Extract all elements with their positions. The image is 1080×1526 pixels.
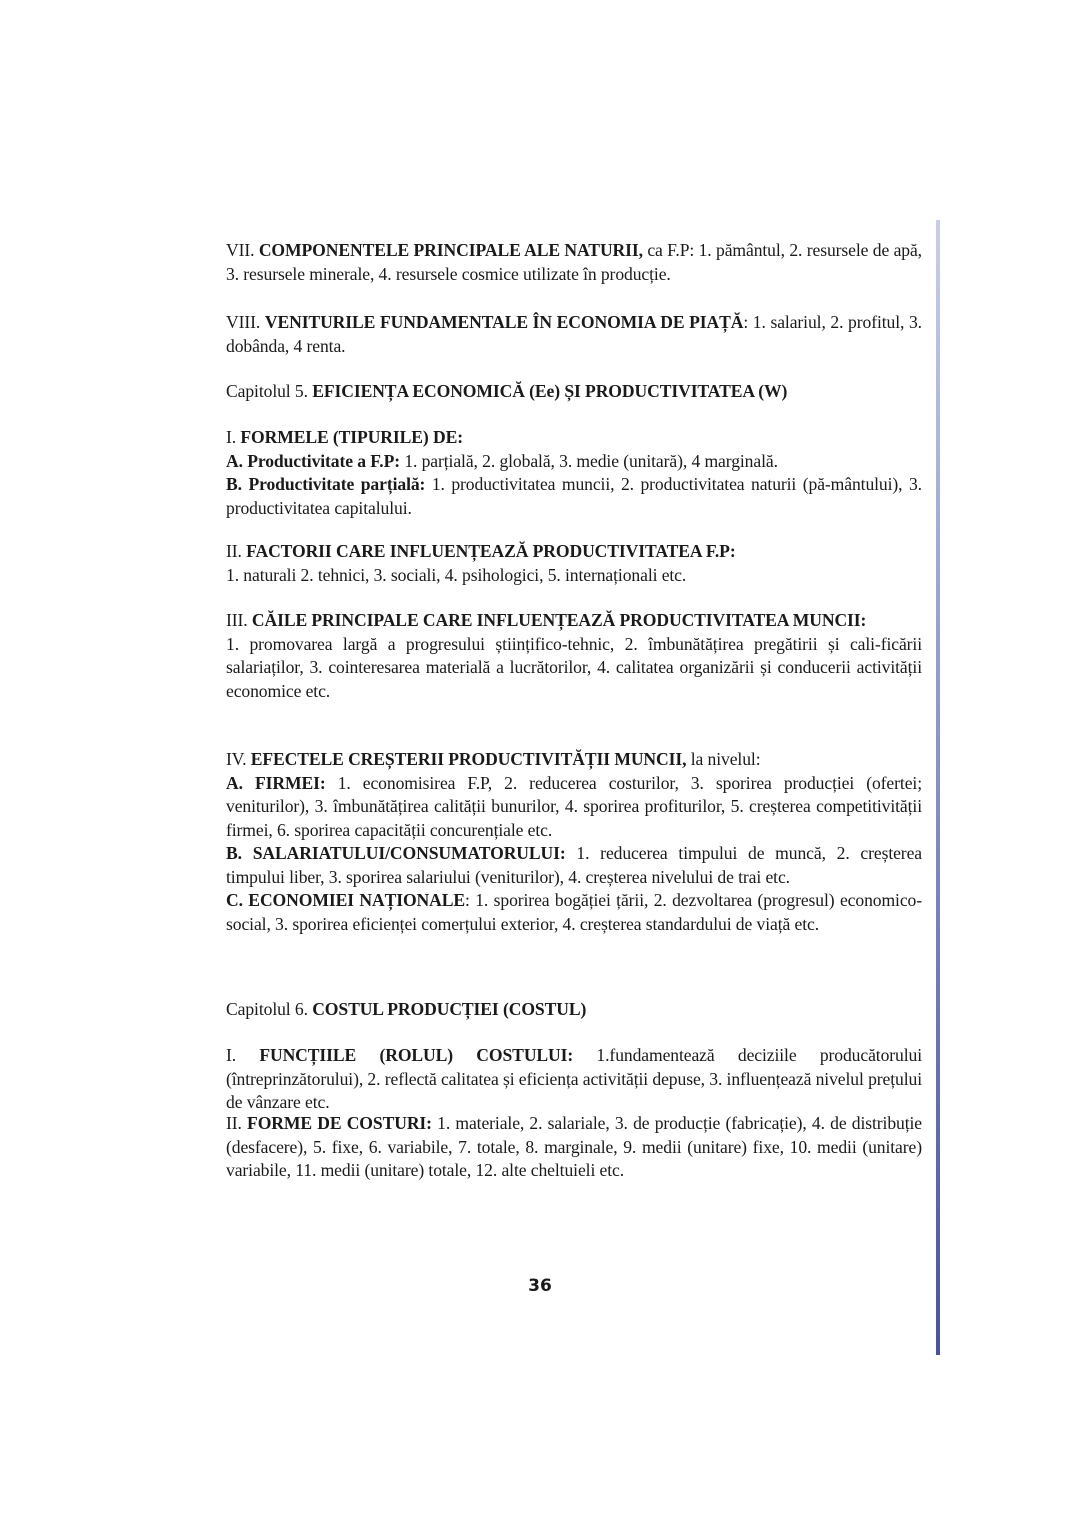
paragraph <box>226 633 922 704</box>
paragraph <box>226 1044 922 1115</box>
text-section <box>226 239 922 286</box>
bold-heading-text: FORME DE COSTURI: <box>247 1113 432 1133</box>
body-text: Capitolul 6. <box>226 999 313 1019</box>
paragraph <box>226 311 922 358</box>
paragraph <box>226 1112 922 1183</box>
bold-heading-text: A. Productivitate a F.P: <box>226 450 401 471</box>
text-section <box>226 609 922 703</box>
paragraph <box>226 842 922 889</box>
body-text: 1. materiale, 2. salariale, 3. de producție (fabricație), 4. de distribuție (desfacere), 5. fixe, 6. variabile, 7. totale, 8. marginale, 9. medii (unitare) fixe, 10. medii (unitare) variabile, 11. medii (unitare) totale, 12. alte cheltuieli etc. <box>226 1113 922 1180</box>
bold-heading-text: COMPONENTELE PRINCIPALE ALE NATURII, <box>258 240 643 260</box>
bold-heading-text: COSTUL PRODUCȚIEI (COSTUL) <box>312 999 587 1019</box>
body-text: VIII. <box>226 312 265 332</box>
body-text: 1. reducerea timpului de muncă, 2. creșterea timpului liber, 3. sporirea salariului (veniturilor), 4. creșterea nivelului de trai etc. <box>226 843 922 887</box>
paragraph <box>226 609 922 633</box>
bold-heading-text: FUNCȚIILE (ROLUL) COSTULUI: <box>259 1045 574 1065</box>
body-text: III. <box>226 610 252 630</box>
paragraph <box>226 380 922 404</box>
body-text: 1.fundamentează deciziile producătorului (întreprinzătorului), 2. reflectă calitatea și eficiența activității depuse, 3. influențează nivelul prețului de vânzare etc. <box>226 1045 922 1112</box>
body-text: 1. productivitatea muncii, 2. productivitatea naturii (pă-mântului), 3. productivitatea capitalului. <box>226 474 922 518</box>
paragraph <box>226 540 922 564</box>
bold-heading-text: C. ECONOMIEI NAȚIONALE <box>226 890 466 910</box>
paragraph <box>226 450 922 474</box>
body-text: ca F.P: 1. pământul, 2. resursele de apă, 3. resursele minerale, 4. resursele cosmice utilizate în producție. <box>226 240 922 284</box>
paragraph <box>226 564 922 588</box>
body-text: II. <box>226 541 247 561</box>
text-section <box>226 998 922 1022</box>
body-text: : 1. salariul, 2. profitul, 3. dobânda, 4 renta. <box>226 312 922 356</box>
body-text: Capitolul 5. <box>226 381 313 401</box>
body-text: 1. parțială, 2. globală, 3. medie (unitară), 4 marginală. <box>400 450 778 471</box>
body-text: : 1. sporirea bogăției țării, 2. dezvoltarea (progresul) economico-social, 3. sporirea eficienței comerțului exterior, 4. creșterea standardului de viață etc. <box>226 890 922 934</box>
bold-heading-text: EFECTELE CREȘTERII PRODUCTIVITĂȚII MUNCII, <box>250 749 687 769</box>
paragraph <box>226 772 922 843</box>
body-text: 1. naturali 2. tehnici, 3. sociali, 4. psihologici, 5. internaționali etc. <box>226 564 687 585</box>
body-text: IV. <box>226 749 251 769</box>
bold-heading-text: A. FIRMEI: <box>226 772 326 793</box>
text-section <box>226 380 922 404</box>
text-section <box>226 540 922 587</box>
bold-heading-text: EFICIENȚA ECONOMICĂ (Ee) ȘI PRODUCTIVITATEA (W) <box>312 381 788 401</box>
bold-heading-text: VENITURILE FUNDAMENTALE ÎN ECONOMIA DE PIAȚĂ <box>264 312 744 332</box>
paragraph <box>226 998 922 1022</box>
bold-heading-text: B. SALARIATULUI/CONSUMATORULUI: <box>226 843 566 863</box>
text-section <box>226 311 922 358</box>
body-text: 1. economisirea F.P, 2. reducerea costurilor, 3. sporirea producției (ofertei; veniturilor), 3. îmbunătățirea calității bunurilor, 4. sporirea profiturilor, 5. creșterea competitivității firmei, 6. sporirea capacității concurențiale etc. <box>226 772 922 840</box>
body-text: I. <box>226 1045 260 1065</box>
body-text: II. <box>226 1113 248 1133</box>
paragraph <box>226 426 922 450</box>
body-text: VII. <box>226 240 259 260</box>
paragraph <box>226 473 922 520</box>
paragraph <box>226 239 922 286</box>
bold-heading-text: B. Productivitate parțială: <box>226 474 426 494</box>
page-number: 36 <box>528 1276 552 1296</box>
bold-heading-text: FACTORII CARE INFLUENȚEAZĂ PRODUCTIVITATEA F.P: <box>246 541 736 561</box>
bold-heading-text: FORMELE (TIPURILE) DE: <box>240 427 463 447</box>
bold-heading-text: CĂILE PRINCIPALE CARE INFLUENȚEAZĂ PRODUCTIVITATEA MUNCII: <box>251 610 867 630</box>
text-section <box>226 748 922 936</box>
text-section <box>226 426 922 520</box>
body-text: 1. promovarea largă a progresului științifico-tehnic, 2. îmbunătățirea pregătirii și cali-ficării salariaților, 3. cointeresarea materială a lucrătorilor, 4. calitatea organizării și conducerii activității economice etc. <box>226 633 922 701</box>
text-section <box>226 1044 922 1115</box>
body-text: la nivelul: <box>686 749 761 769</box>
page-edge-shadow <box>936 220 940 1355</box>
paragraph <box>226 748 922 772</box>
body-text: I. <box>226 427 241 447</box>
text-section <box>226 1112 922 1183</box>
paragraph <box>226 889 922 936</box>
